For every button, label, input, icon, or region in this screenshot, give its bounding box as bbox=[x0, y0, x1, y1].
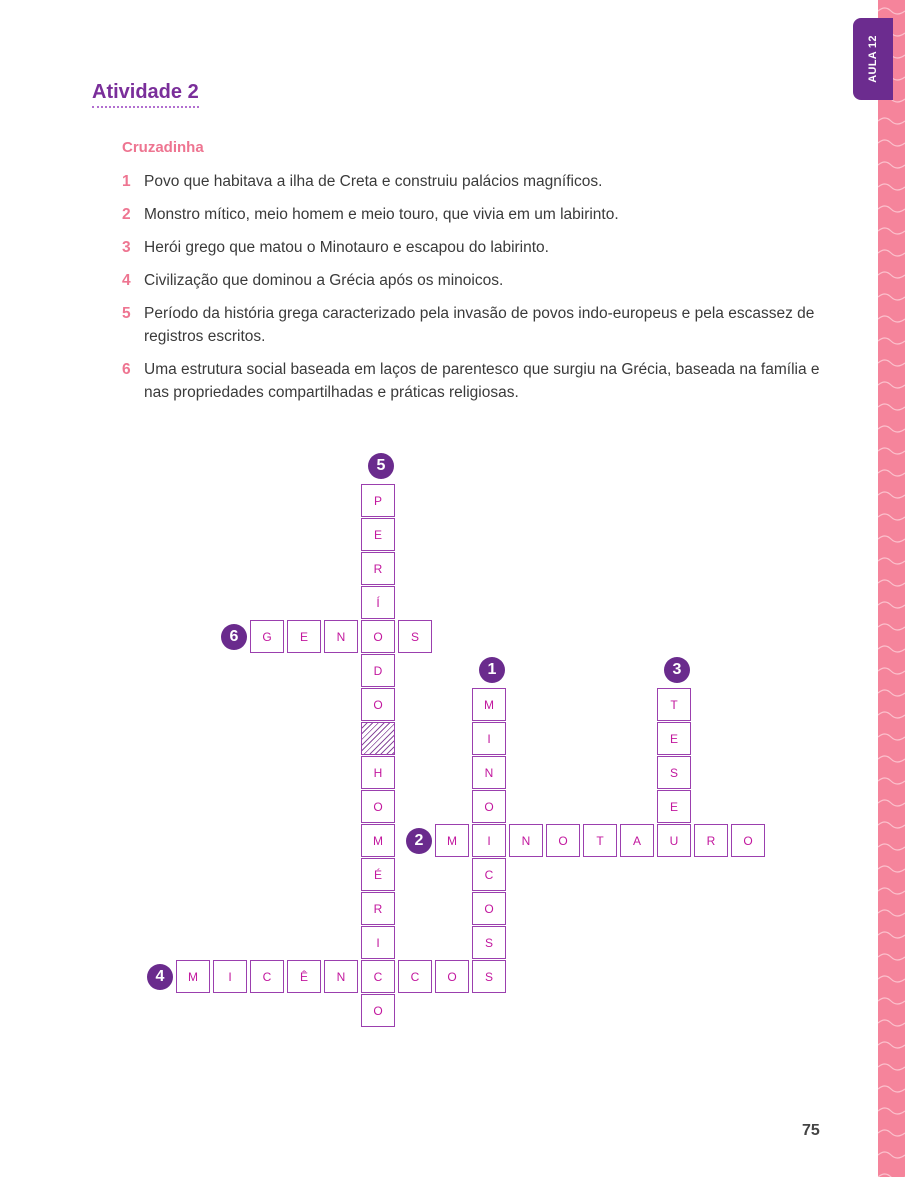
clue-text: Monstro mítico, meio homem e meio touro, que vivia em um labirinto. bbox=[144, 206, 619, 223]
crossword-cell: O bbox=[472, 892, 506, 925]
wave-pattern bbox=[878, 0, 905, 1177]
clue-item bbox=[122, 236, 822, 259]
crossword-subtitle: Cruzadinha bbox=[122, 139, 204, 156]
clue-item bbox=[122, 358, 822, 404]
crossword-cell: I bbox=[361, 926, 395, 959]
crossword-cell: S bbox=[398, 620, 432, 653]
crossword-cell: O bbox=[361, 620, 395, 653]
crossword-cell: M bbox=[472, 688, 506, 721]
lesson-tab-label: AULA 12 bbox=[867, 35, 880, 83]
clue-item bbox=[122, 170, 822, 193]
clue-number: 6 bbox=[122, 361, 131, 378]
clue-number-badge: 2 bbox=[406, 828, 432, 854]
crossword-cell: D bbox=[361, 654, 395, 687]
crossword-cell: E bbox=[287, 620, 321, 653]
crossword-cell: E bbox=[657, 722, 691, 755]
crossword-cell: E bbox=[361, 518, 395, 551]
crossword-cell: N bbox=[509, 824, 543, 857]
clue-item bbox=[122, 302, 822, 348]
activity-title: Atividade 2 bbox=[92, 80, 199, 108]
crossword-cell: M bbox=[361, 824, 395, 857]
crossword-cell: C bbox=[361, 960, 395, 993]
page-number: 75 bbox=[802, 1122, 820, 1139]
crossword-cell: E bbox=[657, 790, 691, 823]
crossword-cell: O bbox=[361, 994, 395, 1027]
crossword-cell: C bbox=[250, 960, 284, 993]
crossword-cell: H bbox=[361, 756, 395, 789]
crossword-cell: O bbox=[435, 960, 469, 993]
crossword-cell: M bbox=[435, 824, 469, 857]
crossword-cell: T bbox=[657, 688, 691, 721]
crossword-cell: S bbox=[472, 960, 506, 993]
clue-number-badge: 3 bbox=[664, 657, 690, 683]
crossword-cell: T bbox=[583, 824, 617, 857]
crossword-cell: S bbox=[657, 756, 691, 789]
crossword-cell: S bbox=[472, 926, 506, 959]
crossword-cell: I bbox=[472, 824, 506, 857]
side-decorative-strip bbox=[878, 0, 905, 1177]
crossword-cell: Í bbox=[361, 586, 395, 619]
crossword-cell: A bbox=[620, 824, 654, 857]
crossword-cell: U bbox=[657, 824, 691, 857]
clue-text: Uma estrutura social baseada em laços de parentesco que surgiu na Grécia, baseada na família e nas propriedades compartilhadas e práticas religiosas. bbox=[144, 361, 820, 401]
clue-number-badge: 1 bbox=[479, 657, 505, 683]
clue-number: 2 bbox=[122, 206, 131, 223]
crossword-cell: G bbox=[250, 620, 284, 653]
crossword-cell: O bbox=[472, 790, 506, 823]
lesson-tab bbox=[853, 18, 893, 100]
crossword-cell: N bbox=[324, 620, 358, 653]
clue-number: 1 bbox=[122, 173, 131, 190]
clue-text: Período da história grega caracterizado pela invasão de povos indo-europeus e pela escassez de registros escritos. bbox=[144, 305, 815, 345]
clue-text: Herói grego que matou o Minotauro e escapou do labirinto. bbox=[144, 239, 549, 256]
clue-number-badge: 6 bbox=[221, 624, 247, 650]
clue-item bbox=[122, 269, 822, 292]
clue-number: 3 bbox=[122, 239, 131, 256]
crossword-cell: C bbox=[472, 858, 506, 891]
crossword-cell: N bbox=[324, 960, 358, 993]
clue-text: Civilização que dominou a Grécia após os minoicos. bbox=[144, 272, 504, 289]
crossword-cell: O bbox=[546, 824, 580, 857]
clue-item bbox=[122, 203, 822, 226]
crossword-cell: P bbox=[361, 484, 395, 517]
clue-number-badge: 5 bbox=[368, 453, 394, 479]
crossword-cell: É bbox=[361, 858, 395, 891]
crossword-blocked-cell bbox=[361, 722, 395, 755]
crossword-cell: R bbox=[361, 892, 395, 925]
crossword-cell: O bbox=[361, 688, 395, 721]
clue-number: 5 bbox=[122, 305, 131, 322]
crossword-cell: Ê bbox=[287, 960, 321, 993]
crossword-cell: M bbox=[176, 960, 210, 993]
crossword-cell: I bbox=[472, 722, 506, 755]
clue-number-badge: 4 bbox=[147, 964, 173, 990]
clue-number: 4 bbox=[122, 272, 131, 289]
crossword-cell: R bbox=[361, 552, 395, 585]
crossword-cell: R bbox=[694, 824, 728, 857]
crossword-cell: O bbox=[361, 790, 395, 823]
crossword-cell: N bbox=[472, 756, 506, 789]
crossword-cell: I bbox=[213, 960, 247, 993]
crossword-cell: O bbox=[731, 824, 765, 857]
clue-list bbox=[122, 170, 822, 414]
crossword-cell: C bbox=[398, 960, 432, 993]
clue-text: Povo que habitava a ilha de Creta e construiu palácios magníficos. bbox=[144, 173, 603, 190]
